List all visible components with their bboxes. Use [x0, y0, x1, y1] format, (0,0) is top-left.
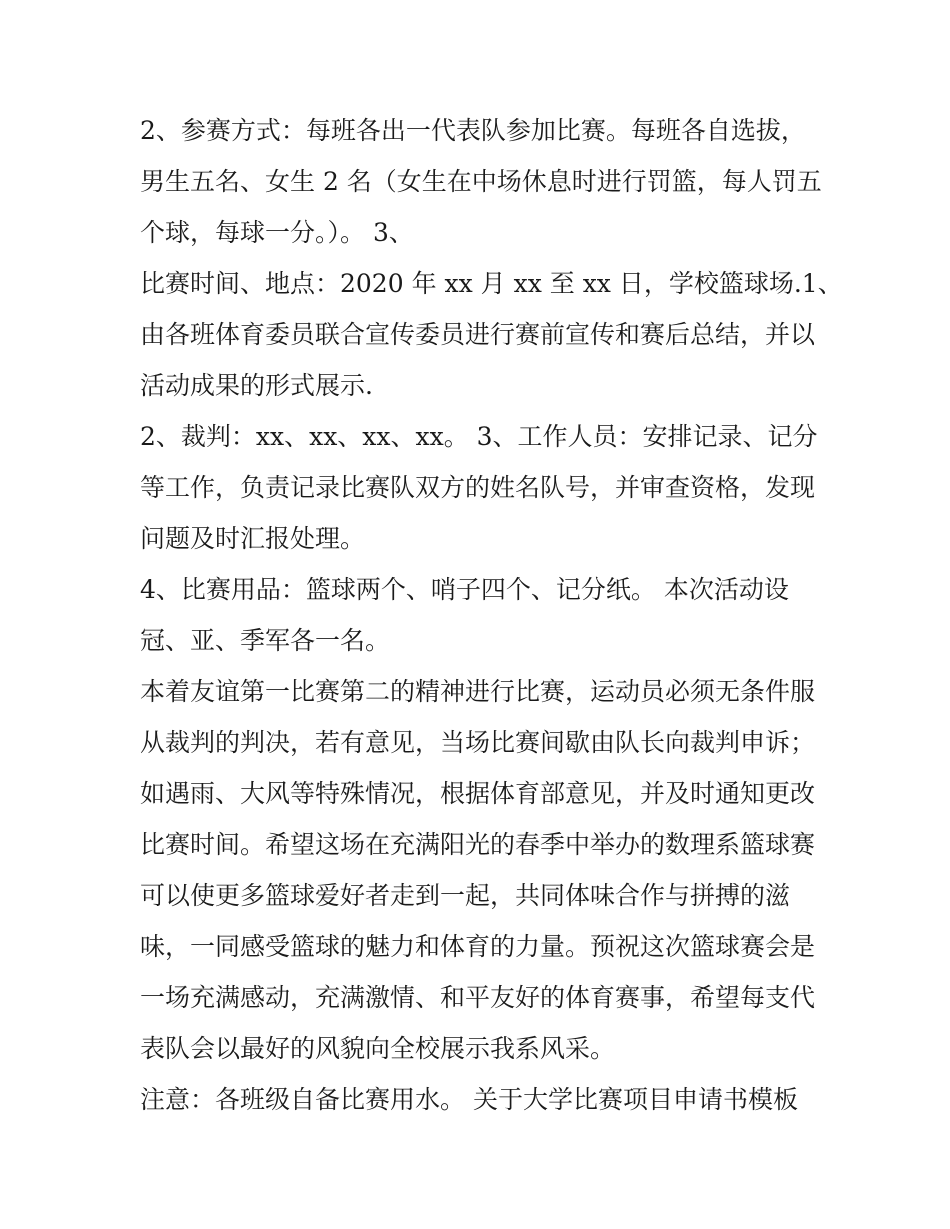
text-line: 4、比赛用品：篮球两个、哨子四个、记分纸。 本次活动设	[140, 575, 789, 604]
text-line: 男生五名、女生 2 名（女生在中场休息时进行罚篮，每人罚五	[140, 167, 822, 196]
text-line: 个球，每球一分。）。 3、	[140, 218, 414, 247]
text-line: 一场充满感动，充满激情、和平友好的体育赛事，希望每支代	[140, 983, 816, 1012]
text-line: 味，一同感受篮球的魅力和体育的力量。预祝这次篮球赛会是	[140, 932, 816, 961]
text-line: 表队会以最好的风貌向全校展示我系风采。	[140, 1034, 616, 1063]
text-line: 从裁判的判决，若有意见，当场比赛间歇由队长向裁判申诉；	[140, 728, 816, 757]
text-line: 比赛时间。希望这场在充满阳光的春季中举办的数理系篮球赛	[140, 830, 816, 859]
text-line: 注意：各班级自备比赛用水。 关于大学比赛项目申请书模板	[140, 1085, 798, 1114]
text-line: 比赛时间、地点：2020 年 xx 月 xx 至 xx 日，学校篮球场.1、	[140, 269, 843, 298]
text-line: 冠、亚、季军各一名。	[140, 626, 391, 655]
text-line: 如遇雨、大风等特殊情况，根据体育部意见，并及时通知更改	[140, 779, 816, 808]
text-line: 由各班体育委员联合宣传委员进行赛前宣传和赛后总结，并以	[140, 320, 816, 349]
text-line: 2、参赛方式：每班各出一代表队参加比赛。每班各自选拔，	[140, 116, 806, 145]
text-line: 等工作，负责记录比赛队双方的姓名队号，并审查资格，发现	[140, 473, 816, 502]
document-body	[140, 105, 843, 1125]
text-line: 本着友谊第一比赛第二的精神进行比赛，运动员必须无条件服	[140, 677, 816, 706]
text-line: 2、裁判：xx、xx、xx、xx。 3、工作人员：安排记录、记分	[140, 422, 818, 451]
text-line: 问题及时汇报处理。	[140, 524, 366, 553]
text-line: 活动成果的形式展示.	[140, 371, 373, 400]
text-line: 可以使更多篮球爱好者走到一起，共同体味合作与拼搏的滋	[140, 881, 791, 910]
